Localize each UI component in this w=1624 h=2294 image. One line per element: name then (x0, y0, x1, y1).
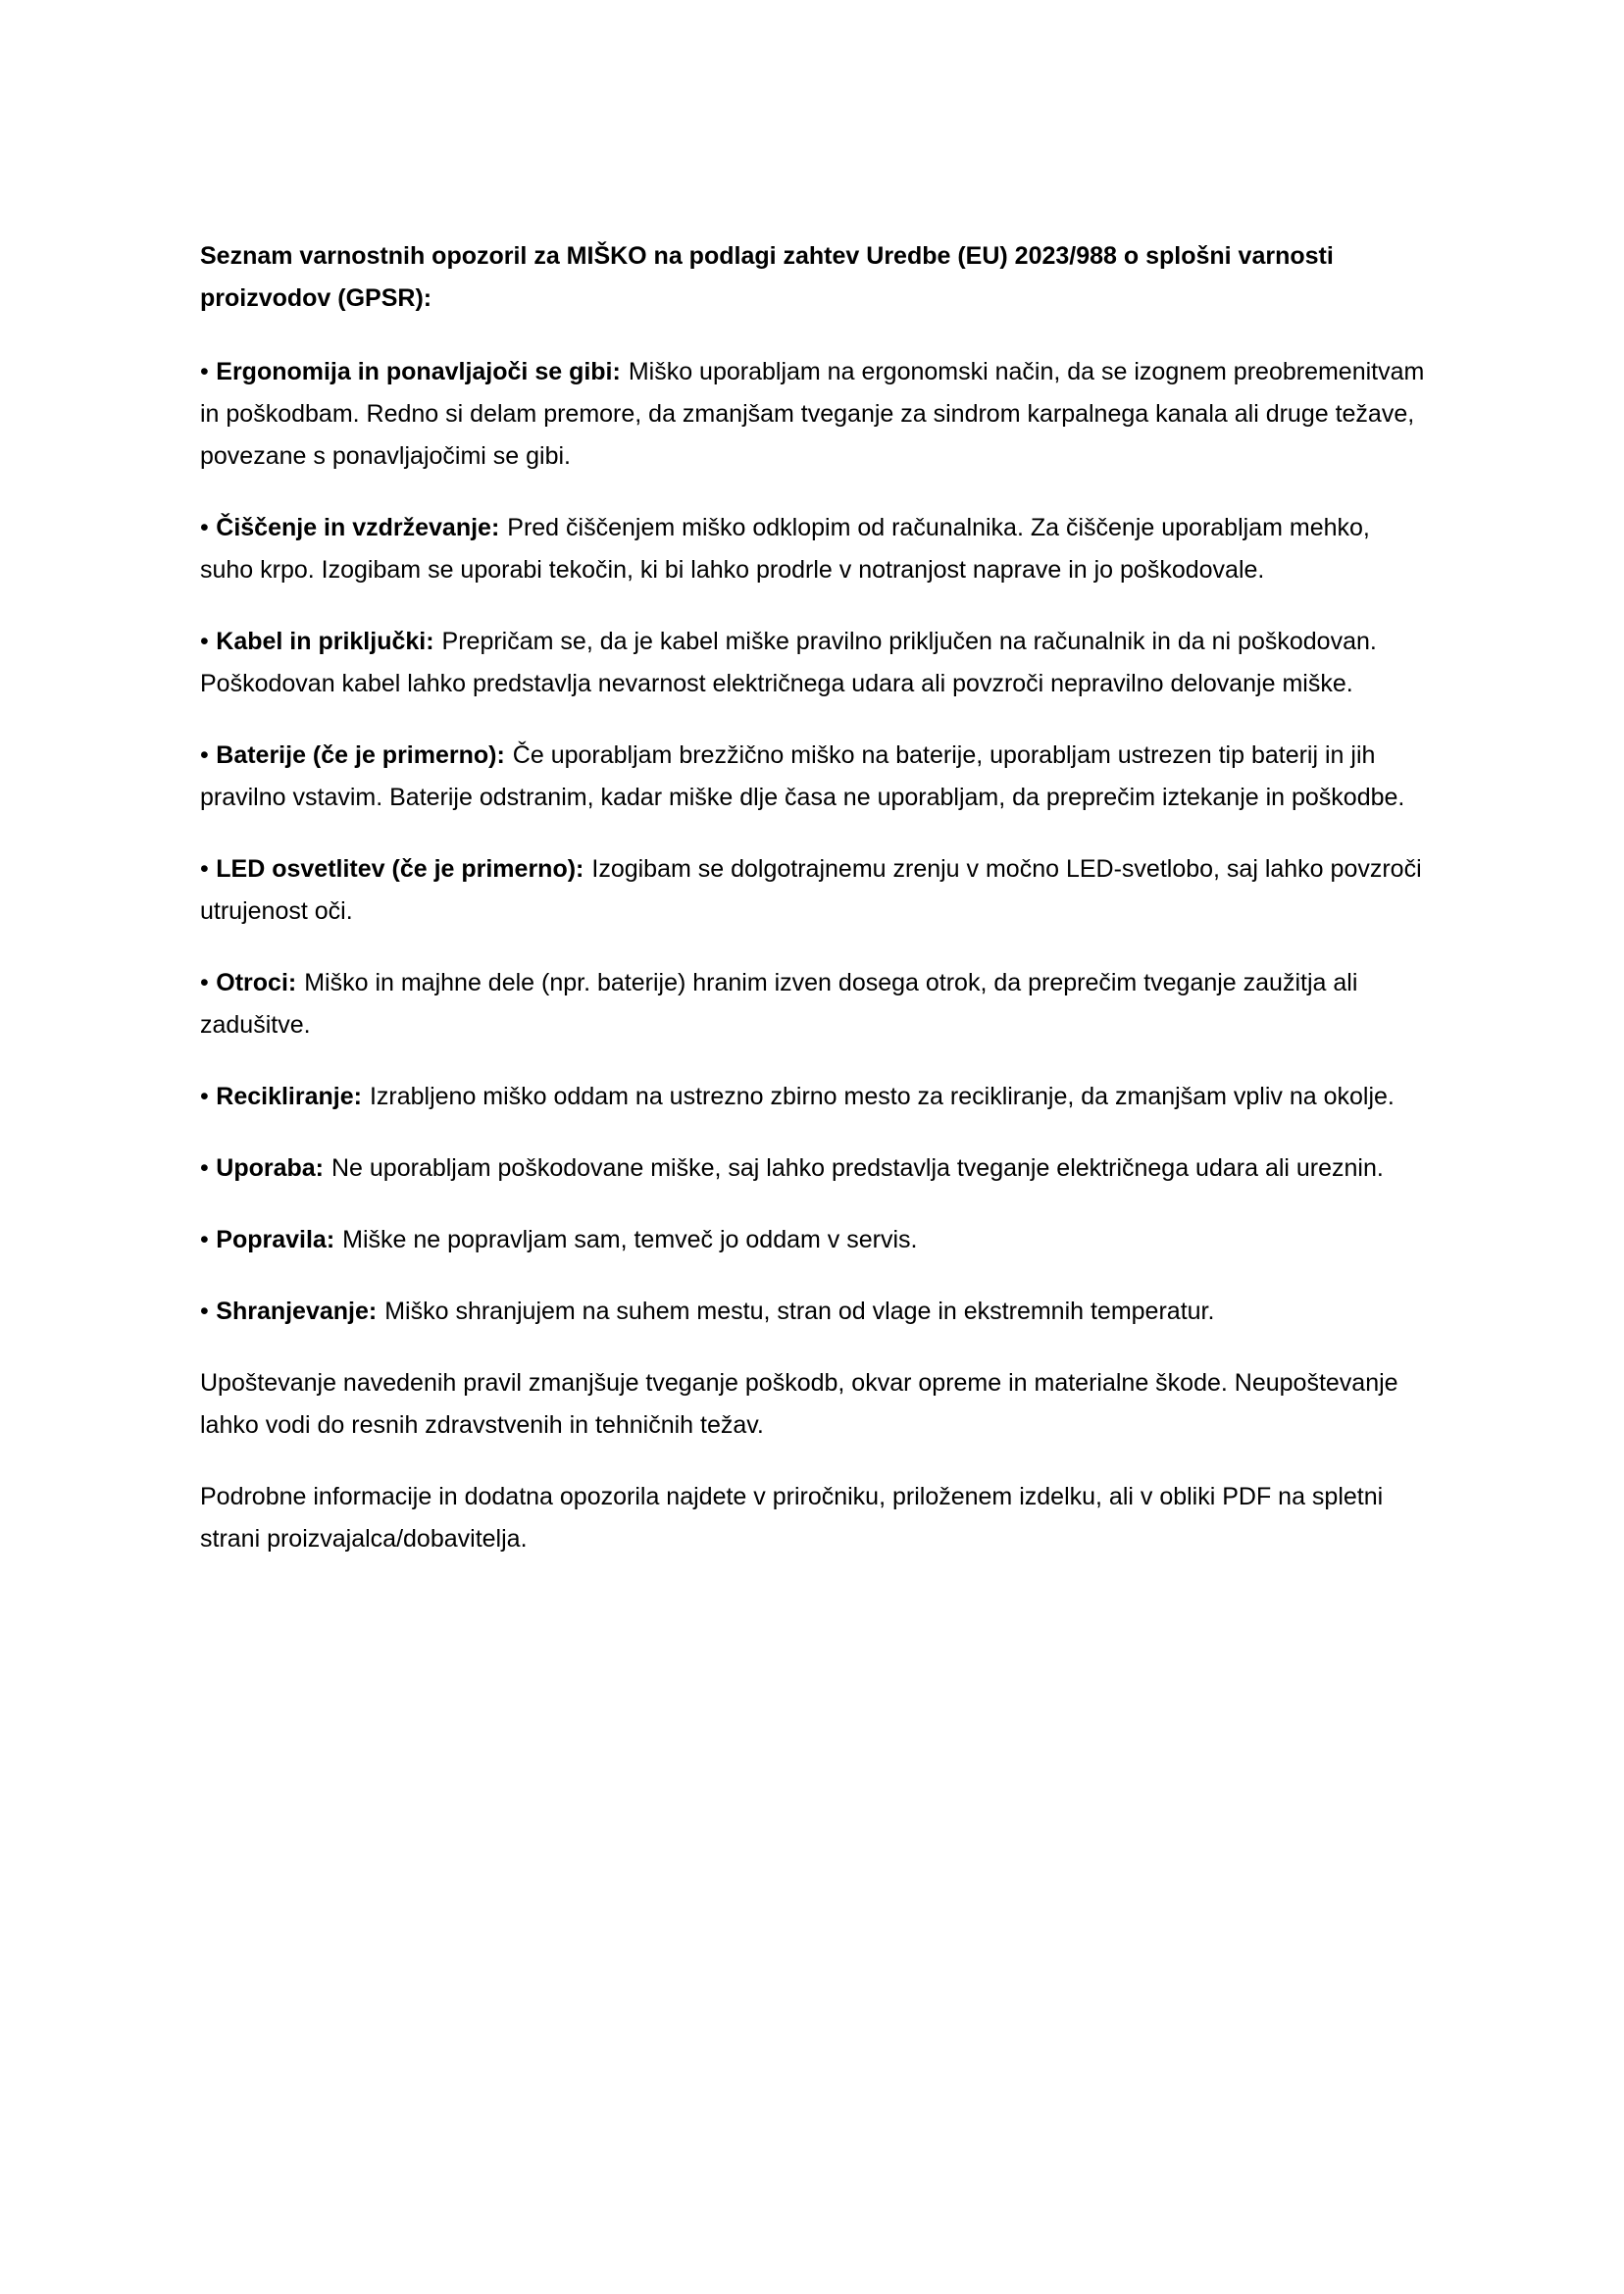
warning-item-text: Ne uporabljam poškodovane miške, saj lahko predstavlja tveganje električnega udara ali ureznin. (331, 1154, 1384, 1182)
bullet-marker: • (200, 1298, 209, 1325)
bullet-marker: • (200, 1226, 209, 1253)
warning-item-text: Izrabljeno miško oddam na ustrezno zbirno mesto za recikliranje, da zmanjšam vpliv na okolje. (369, 1083, 1395, 1110)
warning-item-cleaning (200, 507, 1426, 591)
warning-item-label: Čiščenje in vzdrževanje: (216, 514, 500, 541)
bullet-marker: • (200, 741, 209, 769)
warning-item-label: Recikliranje: (216, 1083, 362, 1110)
warning-item-led (200, 848, 1426, 933)
warning-item-text: Pred čiščenjem miško odklopim od računalnika. Za čiščenje uporabljam mehko, suho krpo. Izogibam se uporabi tekočin, ki bi lahko prodrle v notranjost naprave in jo poškodovale. (200, 514, 1370, 584)
warning-item-recycling (200, 1076, 1426, 1118)
warning-item-cable (200, 621, 1426, 705)
warning-item-storage (200, 1291, 1426, 1333)
warning-item-label: Otroci: (216, 969, 297, 996)
bullet-marker: • (200, 1154, 209, 1182)
warning-item-text: Izogibam se dolgotrajnemu zrenju v močno LED-svetlobo, saj lahko povzroči utrujenost oči. (200, 855, 1422, 925)
bullet-marker: • (200, 358, 209, 385)
bullet-marker: • (200, 855, 209, 883)
warning-item-label: Baterije (če je primerno): (216, 741, 505, 769)
warning-item-label: Shranjevanje: (216, 1298, 378, 1325)
warning-item-children (200, 962, 1426, 1046)
warning-item-text: Miško shranjujem na suhem mestu, stran od vlage in ekstremnih temperatur. (384, 1298, 1215, 1325)
warning-item-label: Ergonomija in ponavljajoči se gibi: (216, 358, 621, 385)
closing-paragraph-compliance: Upoštevanje navedenih pravil zmanjšuje tveganje poškodb, okvar opreme in materialne škode. Neupoštevanje lahko vodi do resnih zdravstvenih in tehničnih težav. (200, 1369, 1398, 1439)
bullet-marker: • (200, 628, 209, 655)
warning-item-batteries (200, 735, 1426, 819)
warning-item-label: Popravila: (216, 1226, 335, 1253)
warning-item-text: Prepričam se, da je kabel miške pravilno priključen na računalnik in da ni poškodovan. Poškodovan kabel lahko predstavlja nevarnost električnega udara ali povzroči nepravilno delovanje miške. (200, 628, 1377, 697)
bullet-marker: • (200, 1083, 209, 1110)
warning-item-repairs (200, 1219, 1426, 1261)
warning-item-ergonomics (200, 351, 1426, 478)
warning-item-text: Miško uporabljam na ergonomski način, da se izognem preobremenitvam in poškodbam. Redno si delam premore, da zmanjšam tveganje za sindrom karpalnega kanala ali druge težave, povezane s ponavljajočimi se gibi. (200, 358, 1425, 470)
warning-item-usage (200, 1147, 1426, 1190)
warning-item-label: Kabel in priključki: (216, 628, 434, 655)
warning-item-text: Če uporabljam brezžično miško na baterije, uporabljam ustrezen tip baterij in jih pravilno vstavim. Baterije odstranim, kadar miške dlje časa ne uporabljam, da preprečim iztekanje in poškodbe. (200, 741, 1405, 811)
warning-item-text: Miške ne popravljam sam, temveč jo oddam v servis. (342, 1226, 918, 1253)
warning-item-text: Miško in majhne dele (npr. baterije) hranim izven dosega otrok, da preprečim tveganje zaužitja ali zadušitve. (200, 969, 1358, 1039)
bullet-marker: • (200, 969, 209, 996)
closing-paragraph-more-info: Podrobne informacije in dodatna opozorila najdete v priročniku, priloženem izdelku, ali v obliki PDF na spletni strani proizvajalca/dobavitelja. (200, 1483, 1384, 1553)
warning-item-label: Uporaba: (216, 1154, 324, 1182)
warning-item-label: LED osvetlitev (če je primerno): (216, 855, 584, 883)
bullet-marker: • (200, 514, 209, 541)
document-title: Seznam varnostnih opozoril za MIŠKO na podlagi zahtev Uredbe (EU) 2023/988 o splošni varnosti proizvodov (GPSR): (200, 242, 1334, 312)
